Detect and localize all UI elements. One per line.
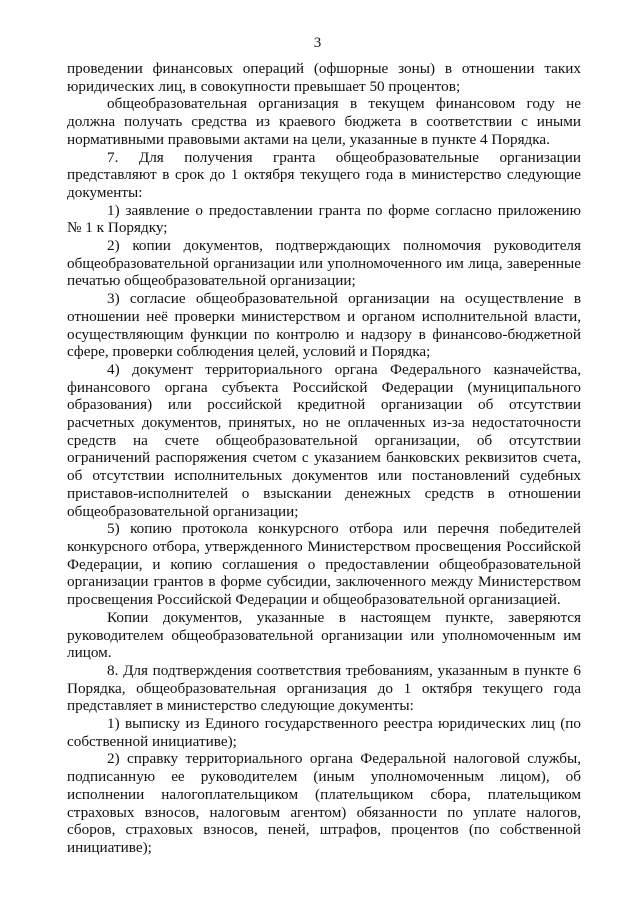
paragraph-budget-condition: общеобразовательная организация в текущем финансовом году не должна получать средства из краевого бюджета в соответствии с иными нормативными правовыми актами на цели, указанные в пункте 4 Порядка. xyxy=(67,95,581,148)
list-item-7-3: 3) согласие общеобразовательной организации на осуществление в отношении неё проверки министерством и органом исполнительной власти, осуществляющим функции по контролю и надзору в финансово-бюджетной сфере, проверки соблюдения целей, условий и Порядка; xyxy=(67,290,581,361)
paragraph-copies-certification: Копии документов, указанные в настоящем пункте, заверяются руководителем общеобразовательной организации или уполномоченным им лицом. xyxy=(67,608,581,662)
paragraph-item-7: 7. Для получения гранта общеобразовательные организации представляют в срок до 1 октября текущего года в министерство следующие документы: xyxy=(67,148,581,201)
list-item-7-1: 1) заявление о предоставлении гранта по форме согласно приложению № 1 к Порядку; xyxy=(67,201,581,237)
paragraph-continuation: проведении финансовых операций (офшорные зоны) в отношении таких юридических лиц, в совокупности превышает 50 процентов; xyxy=(67,60,581,95)
list-item-8-1: 1) выписку из Единого государственного реестра юридических лиц (по собственной инициативе); xyxy=(67,715,581,750)
paragraph-item-8: 8. Для подтверждения соответствия требованиям, указанным в пункте 6 Порядка, общеобразовательная организация до 1 октября текущего года представляет в министерство следующие документы: xyxy=(67,661,581,715)
list-item-7-5: 5) копию протокола конкурсного отбора или перечня победителей конкурсного отбора, утвержденного Министерством просвещения Российской Федерации, и копию соглашения о предоставлении общеобразовательной организации грантов в форме субсидии, заключенного между Министерством просвещения Российской Федерации и общеобразовательной организацией. xyxy=(67,520,581,609)
document-body xyxy=(67,60,581,857)
list-item-7-2: 2) копии документов, подтверждающих полномочия руководителя общеобразовательной организации или уполномоченного им лица, заверенные печатью общеобразовательной организации; xyxy=(67,237,581,290)
list-item-8-2: 2) справку территориального органа Федеральной налоговой службы, подписанную ее руководителем (иным уполномоченным лицом), об исполнении налогоплательщиком (плательщиком сбора, плательщиком страховых взносов, налоговым агентом) обязанности по уплате налогов, сборов, страховых взносов, пеней, штрафов, процентов (по собственной инициативе); xyxy=(67,750,581,856)
page-number: 3 xyxy=(313,35,322,51)
list-item-7-4: 4) документ территориального органа Федерального казначейства, финансового органа субъекта Российской Федерации (муниципального образования) или российской кредитной организации об отсутствии расчетных документов, принятых, но не оплаченных из-за недостаточности средств на счете общеобразовательной организации, об отсутствии ограничений распоряжения счетом с указанием банковских реквизитов счета, об отсутствии исполнительных документов или постановлений судебных приставов-исполнителей о взыскании денежных средств в отношении общеобразовательной организации; xyxy=(67,360,581,520)
